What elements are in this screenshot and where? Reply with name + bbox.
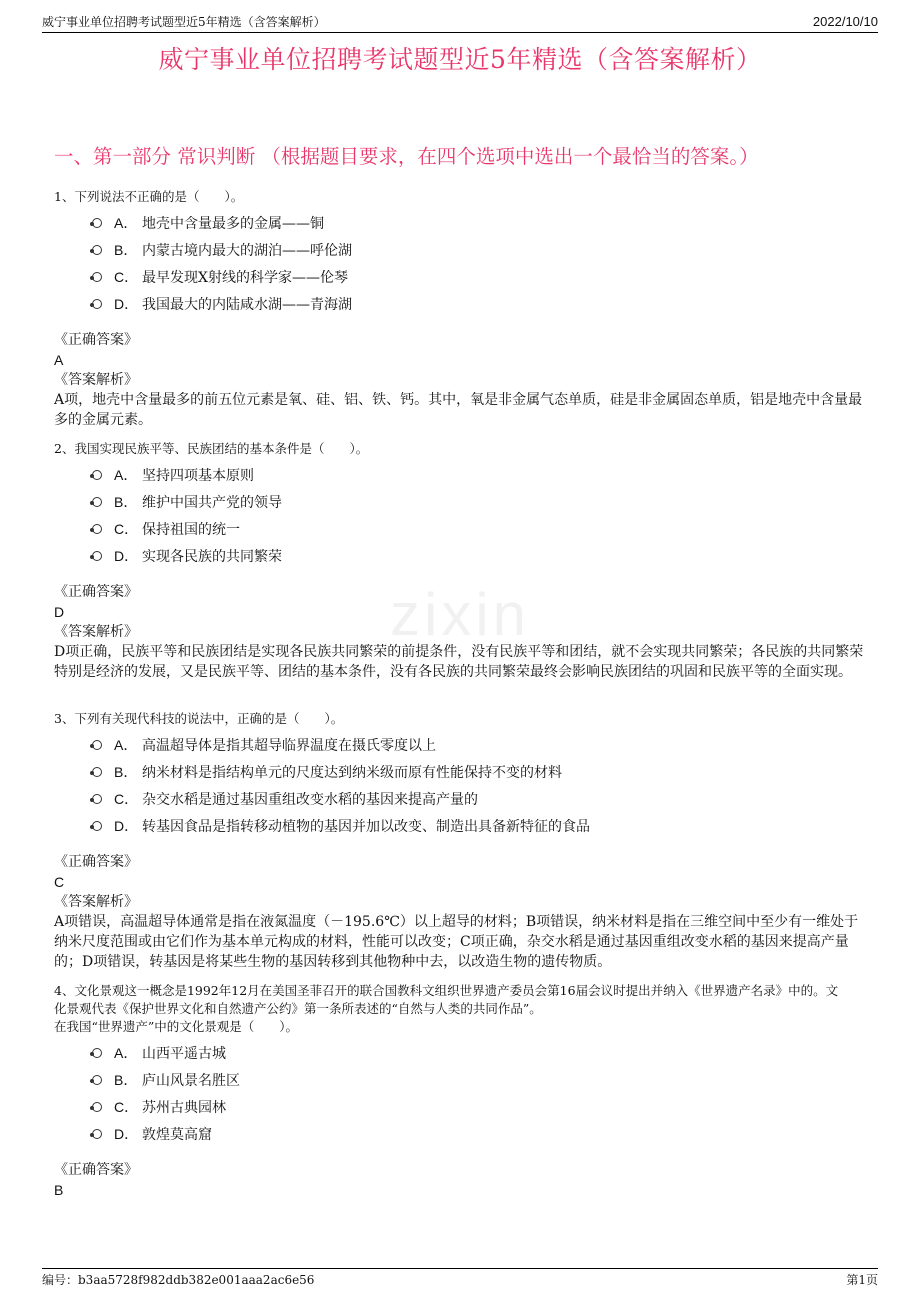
option-d[interactable]: D． 转基因食品是指转移动植物的基因并加以改变、制造出具备新特征的食品 [54,813,870,840]
radio-icon[interactable] [92,740,102,750]
option-a[interactable]: A． 坚持四项基本原则 [54,462,870,489]
option-d[interactable]: D． 敦煌莫高窟 [54,1121,870,1148]
question-stem: 2、我国实现民族平等、民族团结的基本条件是（ ）。 [54,441,369,456]
answer-label: 《正确答案》 [54,584,138,600]
option-c[interactable]: C． 杂交水稻是通过基因重组改变水稻的基因来提高产量的 [54,786,870,813]
question-stem: 4、文化景观这一概念是1992年12月在美国圣菲召开的联合国教科文组织世界遗产委员会第16届会议时提出并纳入《世界遗产名录》中的。文 化景观代表《保护世界文化和自然遗产公约》第一条所表述的“自然与人类的共同作品”。 在我国“世界遗产”中的文化景观是（ ）。 [54,983,839,1034]
header-date: 2022/10/10 [812,14,878,29]
analysis-label: 《答案解析》 [54,624,138,640]
page-footer [42,1268,878,1291]
radio-icon[interactable] [92,1075,102,1085]
option-d[interactable]: D． 实现各民族的共同繁荣 [54,543,870,570]
answer-label: 《正确答案》 [54,332,138,348]
answer-value: A [54,352,64,368]
question-stem: 3、下列有关现代科技的说法中，正确的是（ ）。 [54,711,344,726]
section-heading: 一、第一部分 常识判断 （根据题目要求，在四个选项中选出一个最恰当的答案。） [54,145,759,168]
option-b[interactable]: B． 庐山风景名胜区 [54,1067,870,1094]
radio-icon[interactable] [92,218,102,228]
answer-block-1 [54,330,864,430]
header-doc-name: 威宁事业单位招聘考试题型近5年精选（含答案解析） [42,15,326,29]
radio-icon[interactable] [92,551,102,561]
question-4 [54,982,870,1148]
question-3 [54,710,870,840]
options-list [54,210,870,318]
radio-icon[interactable] [92,794,102,804]
radio-icon[interactable] [92,524,102,534]
radio-icon[interactable] [92,272,102,282]
answer-label: 《正确答案》 [54,854,138,870]
option-a[interactable]: A． 山西平遥古城 [54,1040,870,1067]
analysis-text: A项错误，高温超导体通常是指在液氮温度（－195.6℃）以上超导的材料；B项错误，纳米材料是指在三维空间中至少有一维处于纳米尺度范围或由它们作为基本单元构成的材料，性能可以改变；C项正确，杂交水稻是通过基因重组改变水稻的基因来提高产量的；D项错误，转基因是将某些生物的基因转移到其他物种中去，以改造生物的遗传物质。 [54,914,859,970]
answer-block-2 [54,582,864,682]
watermark: zixin [390,581,531,648]
option-b[interactable]: B． 纳米材料是指结构单元的尺度达到纳米级而原有性能保持不变的材料 [54,759,870,786]
analysis-text: D项正确，民族平等和民族团结是实现各民族共同繁荣的前提条件，没有民族平等和团结，就不会实现共同繁荣；各民族的共同繁荣特别是经济的发展，又是民族平等、团结的基本条件，没有各民族的共同繁荣最终会影响民族团结的巩固和民族平等的全面实现。 [54,644,864,680]
radio-icon[interactable] [92,1048,102,1058]
radio-icon[interactable] [92,821,102,831]
option-a[interactable]: A． 高温超导体是指其超导临界温度在摄氏零度以上 [54,732,870,759]
radio-icon[interactable] [92,767,102,777]
option-d[interactable]: D． 我国最大的内陆咸水湖——青海湖 [54,291,870,318]
answer-block-3 [54,852,864,972]
option-b[interactable]: B． 内蒙古境内最大的湖泊——呼伦湖 [54,237,870,264]
option-b[interactable]: B． 维护中国共产党的领导 [54,489,870,516]
radio-icon[interactable] [92,1102,102,1112]
page-header [42,12,878,33]
option-c[interactable]: C． 最早发现X射线的科学家——伦琴 [54,264,870,291]
radio-icon[interactable] [92,1129,102,1139]
radio-icon[interactable] [92,299,102,309]
answer-block-4 [54,1160,864,1200]
footer-code: 编号：b3aa5728f982ddb382e001aaa2ac6e56 [42,1273,315,1287]
answer-value: B [54,1182,64,1198]
question-2 [54,440,870,570]
footer-page-number: 第1页 [846,1273,878,1287]
answer-label: 《正确答案》 [54,1162,138,1178]
answer-value: D [54,604,65,620]
options-list [54,732,870,840]
options-list [54,1040,870,1148]
question-1 [54,188,870,318]
document-title: 威宁事业单位招聘考试题型近5年精选（含答案解析） [158,45,762,74]
options-list [54,462,870,570]
option-c[interactable]: C． 苏州古典园林 [54,1094,870,1121]
answer-value: C [54,874,65,890]
radio-icon[interactable] [92,497,102,507]
option-c[interactable]: C． 保持祖国的统一 [54,516,870,543]
question-stem: 1、下列说法不正确的是（ ）。 [54,189,244,204]
option-a[interactable]: A． 地壳中含量最多的金属——铜 [54,210,870,237]
analysis-text: A项，地壳中含量最多的前五位元素是氧、硅、铝、铁、钙。其中，氧是非金属气态单质，硅是非金属固态单质，铝是地壳中含量最多的金属元素。 [54,392,863,428]
analysis-label: 《答案解析》 [54,372,138,388]
radio-icon[interactable] [92,245,102,255]
analysis-label: 《答案解析》 [54,894,138,910]
radio-icon[interactable] [92,470,102,480]
